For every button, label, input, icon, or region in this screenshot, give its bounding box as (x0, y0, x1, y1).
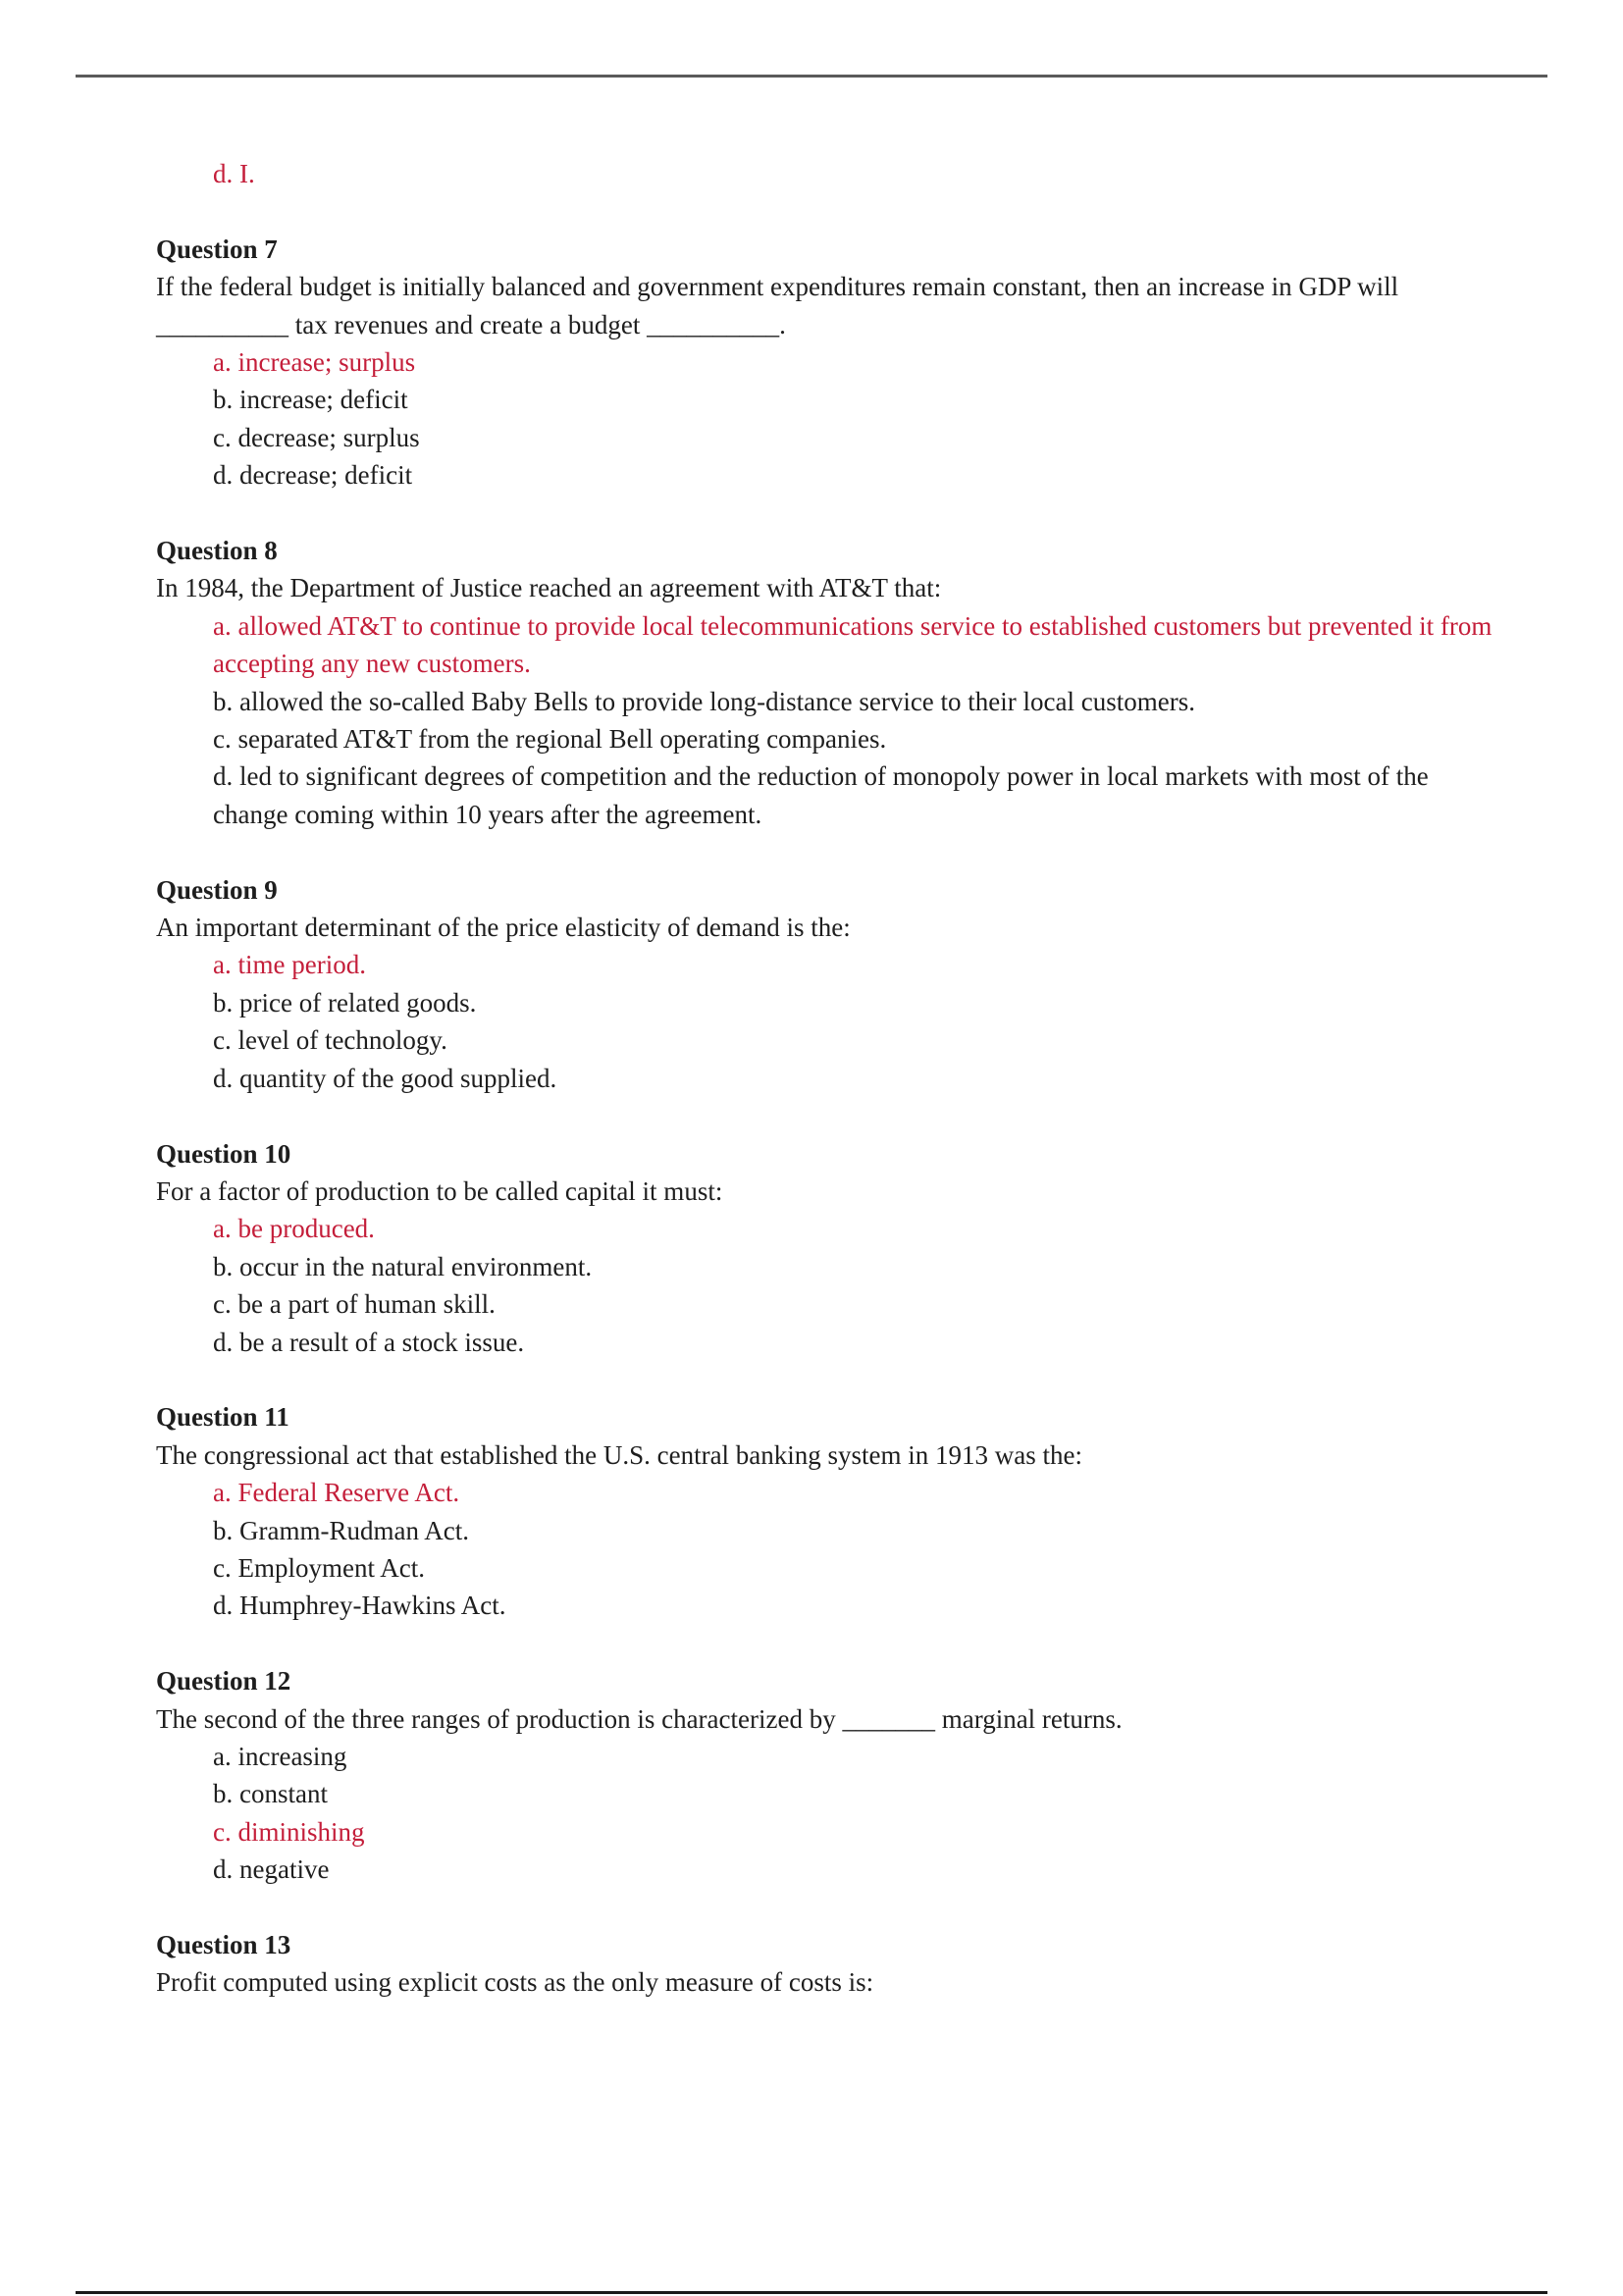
option-b: b. occur in the natural environment. (213, 1251, 593, 1281)
quiz-content (156, 155, 1530, 2002)
option-c: c. be a part of human skill. (213, 1289, 496, 1320)
option-b: b. Gramm-Rudman Act. (213, 1515, 469, 1545)
spacer (156, 1361, 1530, 1398)
option-d: d. negative (213, 1854, 330, 1885)
question-heading: Question 7 (156, 234, 278, 264)
option-b: b. price of related goods. (213, 987, 477, 1018)
option-d: d. decrease; deficit (213, 460, 413, 491)
top-divider (76, 75, 1547, 78)
question-heading: Question 13 (156, 1929, 291, 1959)
spacer (156, 1097, 1530, 1134)
question-13 (156, 1926, 1530, 2002)
spacer (156, 1889, 1530, 1926)
question-prompt: An important determinant of the price elasticity of demand is the: (156, 913, 851, 943)
question-heading: Question 9 (156, 874, 278, 905)
question-10 (156, 1135, 1530, 1399)
question-8 (156, 532, 1530, 871)
spacer (156, 495, 1530, 532)
option-a: a. increase; surplus (213, 347, 416, 378)
question-prompt: In 1984, the Department of Justice reached an agreement with AT&T that: (156, 573, 942, 603)
spacer (156, 1625, 1530, 1662)
question-12 (156, 1662, 1530, 1926)
carryover-option: d. I. (213, 159, 255, 188)
option-c: c. decrease; surplus (213, 422, 420, 452)
option-a: a. be produced. (213, 1214, 375, 1244)
spacer (156, 833, 1530, 870)
option-c: c. level of technology. (213, 1025, 447, 1056)
option-a: a. Federal Reserve Act. (213, 1478, 460, 1508)
question-heading: Question 10 (156, 1138, 291, 1169)
question-prompt: The second of the three ranges of production is characterized by _______ marginal returns. (156, 1703, 1123, 1734)
question-prompt: Profit computed using explicit costs as the only measure of costs is: (156, 1967, 874, 1998)
question-prompt: If the federal budget is initially balanced and government expenditures remain constant, then an increase in GDP will __________ tax revenues and create a budget __________. (156, 272, 1399, 339)
bottom-divider (76, 2291, 1547, 2294)
question-7 (156, 231, 1530, 532)
option-c: c. separated AT&T from the regional Bell operating companies. (213, 724, 887, 755)
option-a: a. time period. (213, 950, 366, 980)
question-heading: Question 12 (156, 1666, 291, 1696)
option-d: d. Humphrey-Hawkins Act. (213, 1591, 506, 1621)
option-d: d. led to significant degrees of competition and the reduction of monopoly power in local markets with most of the change coming within 10 years after the agreement. (213, 761, 1429, 829)
question-11 (156, 1398, 1530, 1662)
question-prompt: For a factor of production to be called capital it must: (156, 1175, 723, 1206)
option-c: c. Employment Act. (213, 1552, 425, 1583)
option-b: b. allowed the so-called Baby Bells to provide long-distance service to their local customers. (213, 686, 1195, 716)
question-heading: Question 8 (156, 536, 278, 566)
option-c: c. diminishing (213, 1816, 365, 1847)
option-b: b. increase; deficit (213, 385, 408, 415)
option-a: a. allowed AT&T to continue to provide local telecommunications service to established customers but prevented it from accepting any new customers. (213, 610, 1492, 679)
option-d: d. be a result of a stock issue. (213, 1327, 525, 1357)
question-9 (156, 871, 1530, 1135)
option-d: d. quantity of the good supplied. (213, 1063, 557, 1093)
spacer (156, 192, 1530, 230)
option-b: b. constant (213, 1779, 328, 1809)
question-heading: Question 11 (156, 1402, 289, 1433)
option-a: a. increasing (213, 1741, 347, 1771)
question-prompt: The congressional act that established the U.S. central banking system in 1913 was the: (156, 1439, 1083, 1470)
